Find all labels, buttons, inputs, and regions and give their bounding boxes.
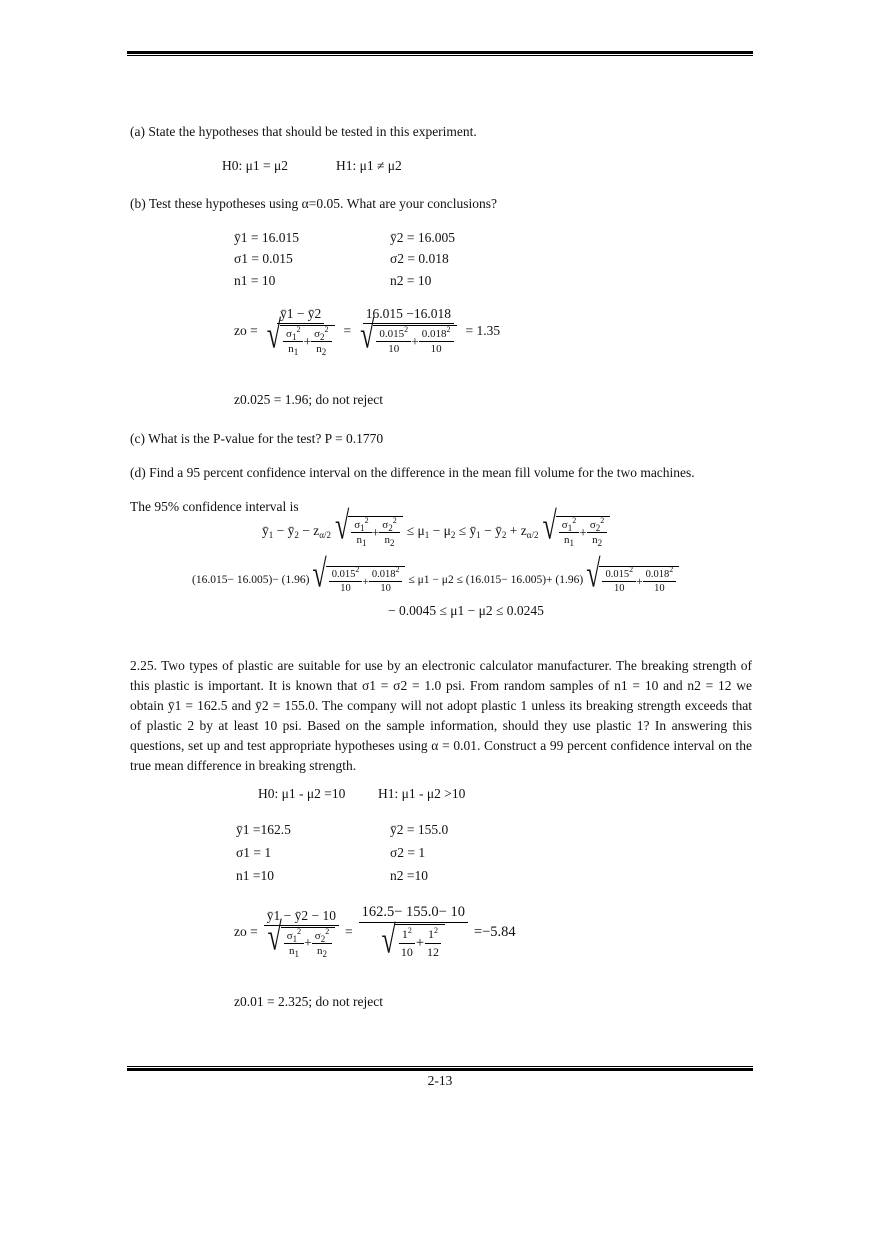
part-b-n1: n1 = 10 — [234, 273, 276, 288]
part-d-intro: The 95% confidence interval is — [130, 499, 299, 514]
header-rule-thin — [127, 55, 753, 56]
zo-symbolic-fraction: ȳ1 − ȳ2 √ $\frac{\sigma_1^2}{n_1}$ + $\frac{\sigma_2^2}{n_2}$ — [264, 306, 338, 355]
part-b-sigma1: σ1 = 0.015 — [234, 251, 293, 266]
part-b-critical: z0.025 = 1.96; do not reject — [234, 392, 383, 407]
zo-225-numeric-fraction: 162.5− 155.0− 10 √ $\frac{1^2}{10}$ + $\frac{1^2}{12}$ — [359, 904, 468, 960]
footer-rule — [127, 1068, 753, 1071]
zo-numeric-numerator: 16.015 −16.018 — [363, 306, 454, 324]
ci-numeric-formula: (16.015− 16.005)− (1.96) √ $\frac{0.015^2}{10}$ + $\frac{0.018^2}{10}$ ≤ μ1 − μ2 ≤ (16.015− 16.005)+ (1.96) √ $\frac{0.015^2}{10}$ + $\frac{0.018^2}{10}$ — [192, 566, 679, 594]
page-number: 2-13 — [427, 1073, 453, 1088]
part-b-ybar1: ȳ1 = 16.015 — [234, 230, 299, 245]
zo-225-numerator: ȳ1 − ȳ2 − 10 — [264, 908, 339, 926]
part-a-h0: H0: μ1 = μ2 — [222, 158, 288, 173]
part-b-zo-formula: zo = ȳ1 − ȳ2 √ $\frac{\sigma_1^2}{n_1}$ + $\frac{\sigma_2^2}{n_2}$ = 16.015 −16.018 √ $\frac{0.015^2}{10}$ + $\frac{0.018^2}{10}$ = 1.35 — [234, 306, 501, 357]
problem-225-sigma1: σ1 = 1 — [236, 845, 272, 860]
part-a-question: (a) State the hypotheses that should be tested in this experiment. — [130, 124, 477, 139]
footer-rule-thin — [127, 1066, 753, 1067]
part-b-ybar2: ȳ2 = 16.005 — [390, 230, 455, 245]
problem-225-h0: H0: μ1 - μ2 =10 — [258, 786, 346, 801]
problem-225-n1: n1 =10 — [236, 868, 274, 883]
part-b-question: (b) Test these hypotheses using α=0.05. What are your conclusions? — [130, 196, 498, 211]
ci-result: − 0.0045 ≤ μ1 − μ2 ≤ 0.0245 — [388, 603, 544, 618]
ci-general-formula: $ȳ_1$ − $ȳ_2 - z_{\alpha/2}$ √ $\frac{\sigma_1^2}{n_1}$ + $\frac{\sigma_2^2}{n_2}$ ≤ $\mu_1 - \mu_2$ ≤ $ȳ_1$ − $ȳ_2 + z_{\alpha/2}$ √ $\frac{\sigma_1^2}{n_1}$ + $\frac{\sigma_2^2}{n_2}$ — [262, 516, 610, 546]
part-d-question: (d) Find a 95 percent confidence interval on the difference in the mean fill volume for the two machines. — [130, 465, 695, 480]
ci-middle: ≤ μ1 − μ2 ≤ (16.015− 16.005)+ (1.96) — [408, 574, 584, 586]
zo-numeric-fraction: 16.015 −16.018 √ $\frac{0.015^2}{10}$ + $\frac{0.018^2}{10}$ — [357, 306, 459, 355]
problem-225-ybar2: ȳ2 = 155.0 — [390, 822, 449, 837]
zo-label: zo = — [234, 322, 258, 338]
problem-225-n2: n2 =10 — [390, 868, 428, 883]
part-a-h1: H1: μ1 ≠ μ2 — [336, 158, 402, 173]
zo-225-result: =−5.84 — [473, 923, 516, 940]
problem-225-ybar1: ȳ1 =162.5 — [236, 822, 291, 837]
problem-225-zo-formula: zo = ȳ1 − ȳ2 − 10 √ $\frac{\sigma_1^2}{n_1}$ + $\frac{\sigma_2^2}{n_2}$ = 162.5− 155.0− 10 √ $\frac{1^2}{10}$ + $\frac{1^2}{12}$ =−5.84 — [234, 904, 516, 962]
problem-225-critical: z0.01 = 2.325; do not reject — [234, 994, 383, 1009]
zo-numerator: ȳ1 − ȳ2 — [277, 306, 324, 324]
problem-225-sigma2: σ2 = 1 — [390, 845, 426, 860]
part-c-question: (c) What is the P-value for the test? P = 0.1770 — [130, 431, 384, 446]
zo-225-symbolic-fraction: ȳ1 − ȳ2 − 10 √ $\frac{\sigma_1^2}{n_1}$ + $\frac{\sigma_2^2}{n_2}$ — [264, 908, 339, 957]
problem-225-h1: H1: μ1 - μ2 >10 — [378, 786, 466, 801]
problem-225-text: 2.25. Two types of plastic are suitable for use by an electronic calculator manufacturer. The breaking strength of this plastic is important. It is known that σ1 = σ2 = 1.0 psi. From random samples of n1 = 10 and n2 = 12 we obtain ȳ1 = 162.5 and ȳ2 = 155.0. The company will not adopt plastic 1 unless its breaking strength exceeds that of plastic 2 by at least 10 psi. Based on the sample information, should they use plastic 1? In answering this questions, set up and test appropriate hypotheses using α = 0.01. Construct a 99 percent confidence interval on the true mean difference in breaking strength. — [130, 658, 752, 773]
zo-225-numeric-numerator: 162.5− 155.0− 10 — [359, 904, 468, 923]
zo-result: = 1.35 — [465, 322, 501, 338]
header-rule — [127, 51, 753, 54]
ci-left-expr: (16.015− 16.005)− (1.96) — [192, 574, 310, 586]
zo-label-225: zo = — [234, 924, 258, 939]
part-b-n2: n2 = 10 — [390, 273, 432, 288]
part-b-sigma2: σ2 = 0.018 — [390, 251, 449, 266]
